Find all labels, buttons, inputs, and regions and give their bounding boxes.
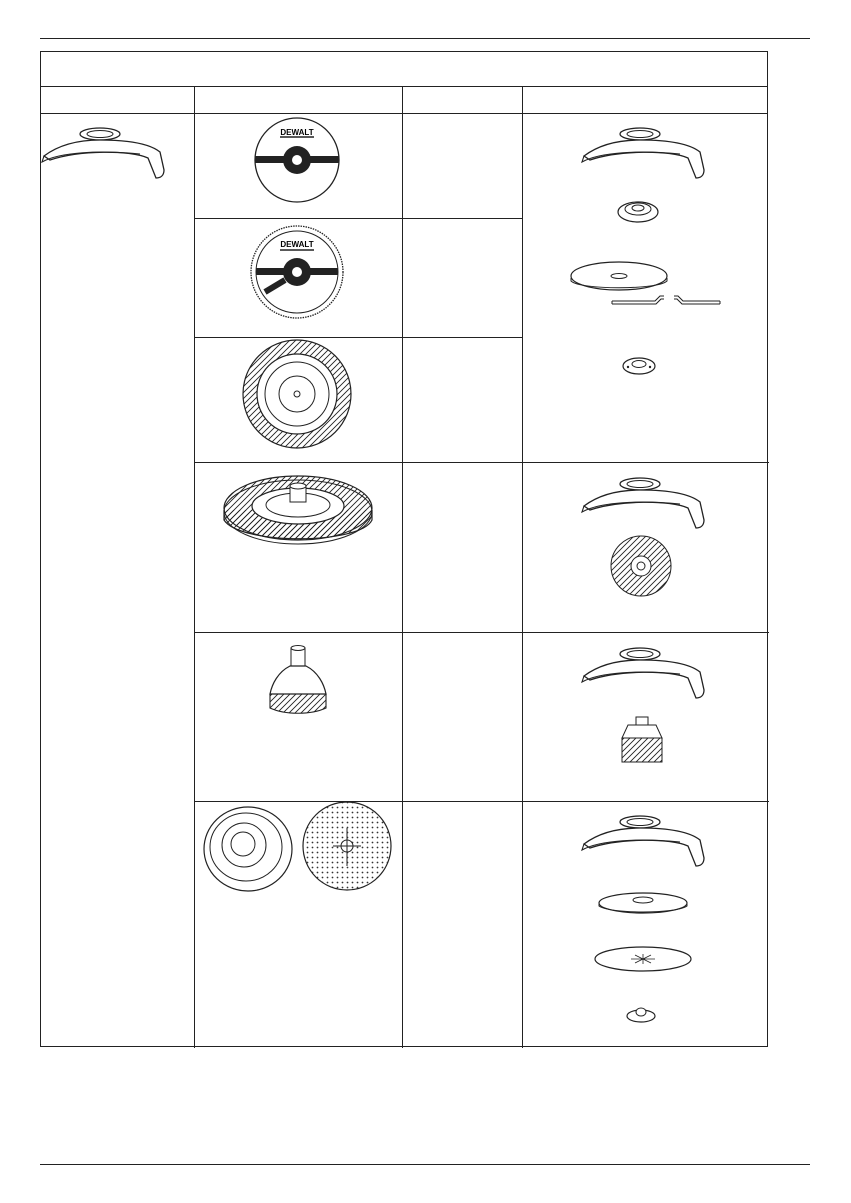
clamp-nut-illustration (623, 358, 655, 374)
grinding-wheel-illustration (255, 118, 339, 202)
backing-pad-illustration (204, 807, 292, 891)
cup-brush-small-illustration (622, 717, 662, 762)
dewalt-logo-2: DEWALT (280, 240, 314, 249)
sanding-disc-illustration (303, 802, 391, 890)
wire-wheel-flat-illustration (243, 340, 351, 448)
wire-wheel-small-illustration (611, 536, 671, 596)
mounting-guard-2 (582, 478, 704, 528)
cutting-wheel-illustration (251, 226, 343, 318)
mounting-guard-3 (582, 648, 704, 698)
cup-brush-illustration (270, 646, 326, 714)
guard-illustration (42, 128, 164, 178)
mounting-guard-1 (582, 128, 704, 178)
clamp-nut-small-illustration (627, 1008, 655, 1022)
flange-profile-illustration (612, 296, 720, 304)
backing-pad-side-illustration (599, 893, 687, 913)
knotted-wire-wheel-illustration (224, 476, 372, 544)
footer-rule (40, 1164, 810, 1165)
mounting-guard-4 (582, 816, 704, 866)
wheel-side-illustration (571, 262, 667, 290)
backing-flange-illustration (618, 202, 658, 222)
dewalt-logo-1: DEWALT (280, 128, 314, 137)
sanding-disc-side-illustration (595, 947, 691, 971)
